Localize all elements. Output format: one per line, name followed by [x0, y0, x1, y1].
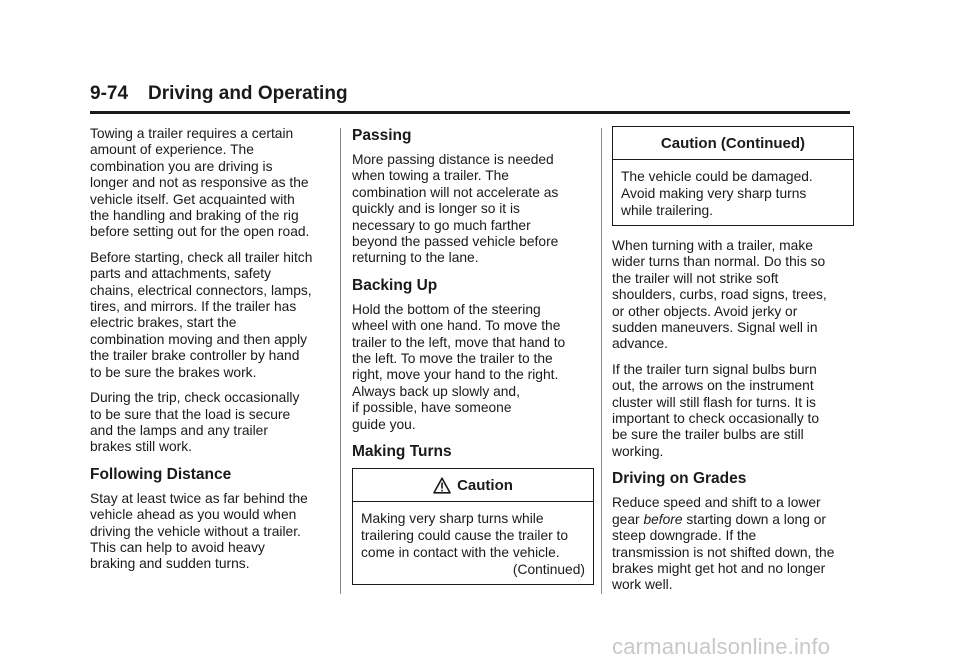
- paragraph-towing-experience: [90, 126, 332, 241]
- text-line: right, move your hand to the right.: [352, 367, 559, 383]
- text-line: sudden maneuvers. Signal well in: [612, 320, 818, 336]
- paragraph-passing: [352, 152, 594, 267]
- text-line: to be sure the brakes work.: [90, 364, 257, 380]
- text-line: The vehicle could be damaged.: [621, 169, 813, 184]
- text-line: Reduce speed and shift to a lower: [612, 495, 821, 511]
- text-line: [612, 512, 854, 528]
- text-line: when towing a trailer. The: [352, 168, 509, 184]
- text-line: chains, electrical connectors, lamps,: [90, 282, 312, 298]
- text-line: longer and not as responsive as the: [90, 175, 309, 191]
- column-1: [90, 126, 332, 582]
- text-line: combination moving and then apply: [90, 331, 308, 347]
- text-line: Making very sharp turns while: [361, 511, 544, 527]
- text-line: the trailer brake controller by hand: [90, 348, 300, 364]
- column-divider: [601, 128, 602, 594]
- heading-backing-up: Backing Up: [352, 276, 438, 294]
- watermark-text: carmanualsonline.info: [612, 634, 831, 659]
- heading-following-distance: Following Distance: [90, 465, 232, 483]
- text-line: If the trailer turn signal bulbs burn: [612, 361, 817, 377]
- paragraph-turn-signal-bulbs: [612, 362, 854, 460]
- text-line: More passing distance is needed: [352, 152, 554, 167]
- caution-text: [361, 510, 585, 561]
- caution-continued-body: [613, 160, 853, 225]
- text-line: Towing a trailer requires a certain: [90, 126, 294, 141]
- column-2: [352, 126, 594, 597]
- text-line: transmission is not shifted down, the: [612, 544, 835, 560]
- text-line: amount of experience. The: [90, 142, 254, 158]
- caution-title: Caution: [457, 477, 513, 495]
- text-line: trailer to the left, move that hand to: [352, 334, 566, 350]
- text-line: necessary to go much farther: [352, 217, 531, 233]
- text-line: come in contact with the vehicle.: [361, 545, 560, 561]
- text-line: tires, and mirrors. If the trailer has: [90, 299, 297, 315]
- text-line: This can help to avoid heavy: [90, 539, 265, 555]
- caution-continued-text: [621, 168, 845, 219]
- page-number: 9-74: [90, 83, 129, 104]
- section-title: Driving and Operating: [148, 83, 348, 104]
- page-header: [90, 82, 850, 114]
- paragraph-driving-on-grades: [612, 495, 854, 593]
- text-line: Before starting, check all trailer hitch: [90, 249, 313, 265]
- text-fragment: gear: [612, 511, 644, 527]
- text-line: wheel with one hand. To move the: [352, 318, 561, 334]
- text-line: or other objects. Avoid jerky or: [612, 303, 798, 319]
- continued-label: (Continued): [512, 562, 585, 578]
- paragraph-following-distance: [90, 491, 332, 573]
- text-line: the handling and braking of the rig: [90, 208, 299, 224]
- text-line: if possible, have someone: [352, 400, 512, 416]
- emphasized-word: before: [643, 511, 683, 527]
- text-line: wider turns than normal. Do this so: [612, 254, 826, 270]
- text-line: returning to the lane.: [352, 250, 479, 266]
- header-rule: [90, 111, 850, 114]
- column-3: [612, 126, 854, 603]
- heading-making-turns: Making Turns: [352, 443, 452, 461]
- text-line: advance.: [612, 336, 668, 352]
- text-line: the trailer will not strike soft: [612, 270, 779, 286]
- text-line: vehicle itself. Get acquainted with: [90, 191, 295, 207]
- text-line: to be sure that the load is secure: [90, 406, 291, 422]
- caution-header: [353, 469, 593, 502]
- paragraph-before-starting: [90, 250, 332, 381]
- text-line: out, the arrows on the instrument: [612, 378, 814, 394]
- paragraph-backing-up: [352, 302, 594, 433]
- text-line: Avoid making very sharp turns: [621, 186, 807, 201]
- text-line: while trailering.: [621, 203, 714, 218]
- heading-passing: Passing: [352, 127, 412, 144]
- text-line: Stay at least twice as far behind the: [90, 490, 308, 506]
- text-line: parts and attachments, safety: [90, 266, 271, 282]
- paragraph-turning: [612, 238, 854, 353]
- text-line: quickly and is longer so it is: [352, 201, 520, 217]
- text-line: trailering could cause the trailer to: [361, 528, 569, 544]
- text-line: combination you are driving is: [90, 158, 273, 174]
- text-line: the left. To move the trailer to the: [352, 351, 553, 367]
- heading-driving-on-grades: Driving on Grades: [612, 470, 747, 488]
- text-line: work well.: [612, 577, 673, 593]
- text-line: Always back up slowly and,: [352, 383, 520, 399]
- text-line: electric brakes, start the: [90, 315, 237, 331]
- caution-box: [352, 468, 594, 585]
- text-fragment: starting down a long or: [682, 511, 826, 527]
- text-line: before setting out for the open road.: [90, 224, 310, 240]
- text-line: working.: [612, 443, 664, 459]
- paragraph-during-trip: [90, 390, 332, 456]
- text-line: steep downgrade. If the: [612, 528, 757, 544]
- text-line: and the lamps and any trailer: [90, 422, 268, 438]
- text-line: combination will not accelerate as: [352, 184, 559, 200]
- text-line: beyond the passed vehicle before: [352, 234, 559, 250]
- text-line: shoulders, curbs, road signs, trees,: [612, 287, 827, 303]
- text-line: cluster will still flash for turns. It is: [612, 394, 816, 410]
- text-line: brakes might get hot and no longer: [612, 560, 826, 576]
- text-line: be sure the trailer bulbs are still: [612, 427, 804, 443]
- text-line: Hold the bottom of the steering: [352, 301, 541, 317]
- text-line: vehicle ahead as you would when: [90, 507, 297, 523]
- column-divider: [340, 128, 341, 594]
- text-line: guide you.: [352, 416, 416, 432]
- text-line: brakes still work.: [90, 439, 192, 455]
- caution-continued-header: Caution (Continued): [613, 127, 853, 160]
- caution-continued-box: [612, 126, 854, 226]
- text-line: When turning with a trailer, make: [612, 238, 813, 253]
- warning-triangle-icon: [433, 477, 451, 494]
- text-line: braking and sudden turns.: [90, 556, 250, 572]
- text-line: driving the vehicle without a trailer.: [90, 523, 301, 539]
- text-line: important to check occasionally to: [612, 411, 820, 427]
- caution-body: [353, 502, 593, 584]
- text-line: During the trip, check occasionally: [90, 390, 300, 406]
